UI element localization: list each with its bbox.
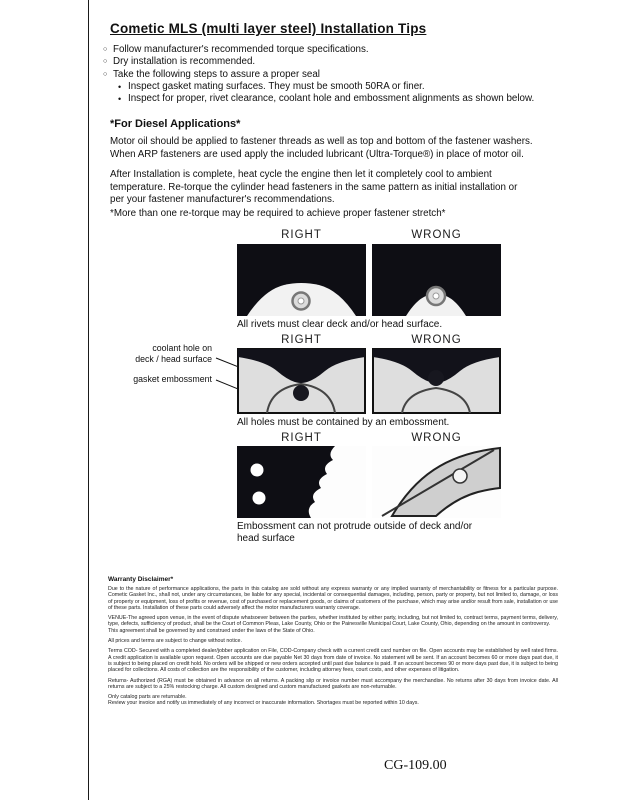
page-title: Cometic MLS (multi layer steel) Installation Tips bbox=[110, 21, 427, 36]
tip-subitem bbox=[118, 81, 534, 93]
warranty-paragraph: Terms COD- Secured with a completed dealer/jobber application on File, COD-Company check with a current credit card number on file. Open accounts may be established by well rated firms. A credit application is available upon request. Open accounts are due payable Net 30 days from date of invoice. No statement will be sent. If an account becomes 60 or more days past due, it is subject to being placed on credit hold. No orders will be shipped or new orders accepted until past due balance is paid. If an account becomes 90 or more days past due, it is subject to being placed for collections. All costs of collection are the responsibility of the customer, including attorney fees, court costs, and other expenses of litigation. bbox=[108, 648, 558, 674]
warranty-paragraph: Returns- Authorized (RGA) must be obtained in advance on all returns. A packing slip or invoice number must accompany the merchandise. No returns after 30 days from invoice date. All returns are subject to a 25% restocking charge. All custom designed and custom manufactured gaskets are non-returnable. bbox=[108, 677, 558, 690]
caption-row1: All rivets must clear deck and/or head surface. bbox=[237, 319, 443, 330]
diagram-coolant-wrong-image bbox=[372, 348, 501, 414]
warranty-paragraph: This agreement shall be governed by and construed under the laws of the State of Ohio. bbox=[108, 627, 315, 634]
filled-bullet-icon: • bbox=[118, 94, 122, 105]
caption-row3: Embossment can not protrude outside of deck and/or head surface bbox=[237, 521, 473, 544]
wrong-label-row2: WRONG bbox=[411, 334, 462, 346]
tips-list bbox=[103, 44, 534, 105]
warranty-paragraph: Only catalog parts are returnable. bbox=[108, 694, 187, 701]
annotation-line: coolant hole on bbox=[152, 343, 212, 353]
diagram-rivet-right-image bbox=[237, 244, 366, 316]
wrong-label-row1: WRONG bbox=[411, 229, 462, 241]
tip-subitem bbox=[118, 93, 534, 105]
tip-item bbox=[103, 56, 534, 68]
diagram-embossment-wrong-image bbox=[372, 446, 501, 518]
warranty-disclaimer-heading: Warranty Disclaimer* bbox=[108, 576, 174, 583]
annotation-coolant-hole-label bbox=[112, 343, 212, 364]
annotation-line: deck / head surface bbox=[135, 353, 212, 364]
tip-text: Take the following steps to assure a proper seal bbox=[113, 68, 320, 80]
diesel-applications-heading: *For Diesel Applications* bbox=[110, 118, 241, 130]
diagram-embossment-right-image bbox=[237, 446, 366, 518]
caption-row2: All holes must be contained by an embossment. bbox=[237, 417, 450, 428]
tip-item bbox=[103, 44, 534, 56]
tip-text: Inspect for proper, rivet clearance, coolant hole and embossment alignments as shown below. bbox=[128, 93, 535, 105]
right-label-row1: RIGHT bbox=[281, 229, 322, 241]
diagram-rivet-wrong-image bbox=[372, 244, 501, 316]
left-margin-rule bbox=[88, 0, 89, 800]
warranty-paragraph: Review your invoice and notify us immediately of any incorrect or inaccurate information. Shortages must be reported within 10 days. bbox=[108, 700, 419, 707]
hollow-bullet-icon: ○ bbox=[103, 58, 108, 66]
tip-item bbox=[103, 69, 534, 81]
right-label-row2: RIGHT bbox=[281, 334, 322, 346]
warranty-disclaimer-body bbox=[108, 586, 558, 711]
retorque-note: *More than one re-torque may be required to achieve proper fastener stretch* bbox=[110, 208, 446, 219]
tip-text: Inspect gasket mating surfaces. They must be smooth 50RA or finer. bbox=[128, 80, 425, 92]
tip-text: Dry installation is recommended. bbox=[113, 56, 256, 68]
diesel-paragraph-2: After Installation is complete, heat cycle the engine then let it completely cool to ambient temperature. Re-torque the cylinder head fasteners in the same pattern as initial installation or per your fastener manufacturer's recommendations. bbox=[110, 169, 518, 206]
warranty-paragraph: All prices and terms are subject to change without notice. bbox=[108, 638, 242, 645]
filled-bullet-icon: • bbox=[118, 81, 122, 92]
hollow-bullet-icon: ○ bbox=[103, 46, 108, 53]
diesel-paragraph-1: Motor oil should be applied to fastener threads as well as top and bottom of the fastener washers. When ARP fasteners are used apply the included lubricant (Ultra-Torque®) in place of motor oil. bbox=[110, 136, 533, 160]
wrong-label-row3: WRONG bbox=[411, 432, 462, 444]
tip-text: Follow manufacturer's recommended torque specifications. bbox=[113, 44, 369, 55]
right-label-row3: RIGHT bbox=[281, 432, 322, 444]
warranty-paragraph: Due to the nature of performance applications, the parts in this catalog are sold without any express warranty or any implied warranty of merchantability or fitness for a particular purpose. Cometic Gasket Inc., shall not, under any circumstances, be liable for any special, incidental or consequential damages, including, person, party or property, but not limited to, damage, or loss of property or equipment, loss of profits or revenue, cost of purchased or replacement goods, or claims of customers of the purchase, which may arise and/or result from sale, installation or use of these parts. Installation of these parts could adversely affect the motor manufacturers warranty coverage. bbox=[108, 586, 558, 611]
hollow-bullet-icon: ○ bbox=[103, 70, 108, 78]
diagram-coolant-right-image bbox=[237, 348, 366, 414]
document-code: CG-109.00 bbox=[384, 758, 447, 773]
annotation-gasket-embossment-label: gasket embossment bbox=[133, 374, 212, 384]
warranty-paragraph: VENUE-The agreed upon venue, in the event of dispute whatsoever between the parties, whether instituted by either party, including, but not limited to, contract terms, payment terms, delivery, type, defects, sufficiency of product, shall be the Court of Common Pleas, Lake County, Ohio or the Painesville Municipal Court, Lake County, Ohio, depending on the amount in controversy. bbox=[108, 615, 558, 628]
